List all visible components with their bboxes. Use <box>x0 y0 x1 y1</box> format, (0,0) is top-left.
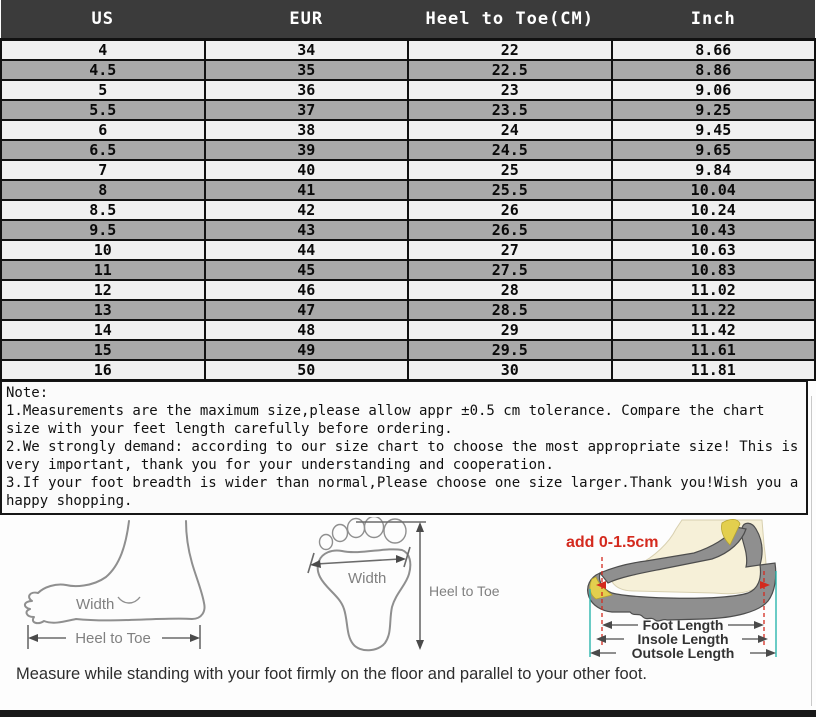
table-cell: 22 <box>408 40 612 61</box>
table-cell: 10.04 <box>612 180 816 200</box>
table-cell: 13 <box>1 300 205 320</box>
width-tick-left <box>308 553 314 573</box>
arrow-right-icon <box>758 635 768 643</box>
column-header-inch: Inch <box>612 0 816 40</box>
shoe-length-diagram <box>554 515 812 663</box>
table-cell: 37 <box>205 100 409 120</box>
table-cell: 8.5 <box>1 200 205 220</box>
side-length-label: Heel to Toe <box>75 630 151 647</box>
width-arrow-line <box>316 559 400 564</box>
table-cell: 11.22 <box>612 300 816 320</box>
table-cell: 43 <box>205 220 409 240</box>
insole-length-label: Insole Length <box>637 631 729 647</box>
size-table-body <box>1 40 815 381</box>
table-cell: 36 <box>205 80 409 100</box>
arrow-right-icon <box>766 649 776 657</box>
measure-instruction: Measure while standing with your foot firmly on the floor and parallel to your other foot. <box>16 665 647 683</box>
table-row <box>1 320 815 340</box>
outsole-length-label: Outsole Length <box>631 645 735 661</box>
table-cell: 40 <box>205 160 409 180</box>
table-cell: 9.5 <box>1 220 205 240</box>
table-cell: 38 <box>205 120 409 140</box>
arrow-down-icon <box>416 640 424 650</box>
table-row <box>1 240 815 260</box>
arrow-left-icon <box>602 621 612 629</box>
table-cell: 11.61 <box>612 340 816 360</box>
table-cell: 11 <box>1 260 205 280</box>
table-cell: 29 <box>408 320 612 340</box>
table-row <box>1 200 815 220</box>
note-box <box>0 381 808 515</box>
table-row <box>1 340 815 360</box>
foot-side-outline <box>25 521 205 623</box>
table-row <box>1 120 815 140</box>
arrow-right-icon <box>396 555 406 563</box>
table-cell: 4 <box>1 40 205 61</box>
column-header-cm: Heel to Toe(CM) <box>408 0 612 40</box>
table-row <box>1 40 815 61</box>
table-cell: 34 <box>205 40 409 61</box>
table-cell: 4.5 <box>1 60 205 80</box>
note-item-3: 3.If your foot breadth is wider than normal,Please choose one size larger.Thank you!Wish you a happy shopping. <box>6 475 799 509</box>
arrow-up-icon <box>416 522 424 532</box>
table-cell: 28 <box>408 280 612 300</box>
table-cell: 11.02 <box>612 280 816 300</box>
toe-4 <box>365 517 384 538</box>
footprint-outline <box>318 549 411 650</box>
header-row <box>1 0 815 40</box>
arrow-left-icon <box>596 635 606 643</box>
table-cell: 6 <box>1 120 205 140</box>
table-row <box>1 280 815 300</box>
arch-pointer-curve <box>118 597 140 603</box>
note-item-2: 2.We strongly demand: according to our size chart to choose the most appropriate size! This is very important, thank you for your understanding and cooperation. <box>6 439 799 473</box>
table-cell: 46 <box>205 280 409 300</box>
table-cell: 10.83 <box>612 260 816 280</box>
table-cell: 24 <box>408 120 612 140</box>
table-cell: 49 <box>205 340 409 360</box>
foot-top-view-diagram <box>298 517 510 657</box>
table-row <box>1 360 815 380</box>
table-cell: 9.25 <box>612 100 816 120</box>
table-row <box>1 60 815 80</box>
tolerance-label: add 0-1.5cm <box>566 534 659 551</box>
table-cell: 11.81 <box>612 360 816 380</box>
table-cell: 8.86 <box>612 60 816 80</box>
toe-2 <box>333 525 348 542</box>
table-cell: 35 <box>205 60 409 80</box>
table-row <box>1 260 815 280</box>
table-cell: 5 <box>1 80 205 100</box>
table-cell: 42 <box>205 200 409 220</box>
table-row <box>1 100 815 120</box>
toe-small <box>320 535 333 550</box>
table-cell: 10.43 <box>612 220 816 240</box>
arrow-left-icon <box>590 649 600 657</box>
table-cell: 6.5 <box>1 140 205 160</box>
table-cell: 10.24 <box>612 200 816 220</box>
table-row <box>1 160 815 180</box>
measurement-diagrams <box>0 515 816 663</box>
table-cell: 44 <box>205 240 409 260</box>
side-width-label: Width <box>76 596 115 613</box>
table-cell: 8.66 <box>612 40 816 61</box>
foot-length-label: Foot Length <box>642 617 724 633</box>
note-title: Note: <box>6 385 49 401</box>
table-cell: 15 <box>1 340 205 360</box>
table-row <box>1 180 815 200</box>
table-cell: 27.5 <box>408 260 612 280</box>
table-cell: 23.5 <box>408 100 612 120</box>
table-cell: 41 <box>205 180 409 200</box>
table-cell: 5.5 <box>1 100 205 120</box>
top-width-label: Width <box>348 570 387 587</box>
table-cell: 11.42 <box>612 320 816 340</box>
table-row <box>1 140 815 160</box>
table-cell: 23 <box>408 80 612 100</box>
right-divider <box>811 396 812 706</box>
table-cell: 28.5 <box>408 300 612 320</box>
table-row <box>1 220 815 240</box>
table-cell: 12 <box>1 280 205 300</box>
table-cell: 25.5 <box>408 180 612 200</box>
table-cell: 9.45 <box>612 120 816 140</box>
table-cell: 25 <box>408 160 612 180</box>
table-cell: 7 <box>1 160 205 180</box>
table-cell: 27 <box>408 240 612 260</box>
foot-side-view-diagram <box>14 517 224 657</box>
table-cell: 26 <box>408 200 612 220</box>
table-cell: 50 <box>205 360 409 380</box>
arrow-right-icon <box>754 621 764 629</box>
table-cell: 10.63 <box>612 240 816 260</box>
table-cell: 8 <box>1 180 205 200</box>
column-header-us: US <box>1 0 205 40</box>
table-cell: 48 <box>205 320 409 340</box>
column-header-eur: EUR <box>205 0 409 40</box>
top-length-label: Heel to Toe <box>429 583 500 599</box>
table-cell: 45 <box>205 260 409 280</box>
table-cell: 30 <box>408 360 612 380</box>
size-chart-header <box>1 0 815 40</box>
table-cell: 14 <box>1 320 205 340</box>
table-cell: 9.65 <box>612 140 816 160</box>
table-cell: 29.5 <box>408 340 612 360</box>
arrow-left-icon <box>28 634 38 642</box>
table-row <box>1 80 815 100</box>
arrow-right-icon <box>190 634 200 642</box>
table-cell: 39 <box>205 140 409 160</box>
table-cell: 24.5 <box>408 140 612 160</box>
table-cell: 16 <box>1 360 205 380</box>
table-cell: 22.5 <box>408 60 612 80</box>
table-cell: 9.84 <box>612 160 816 180</box>
table-row <box>1 300 815 320</box>
table-cell: 10 <box>1 240 205 260</box>
table-cell: 9.06 <box>612 80 816 100</box>
note-item-1: 1.Measurements are the maximum size,please allow appr ±0.5 cm tolerance. Compare the chart size with your feet length carefully before ordering. <box>6 403 765 437</box>
table-cell: 47 <box>205 300 409 320</box>
bottom-bar <box>0 710 816 717</box>
table-cell: 26.5 <box>408 220 612 240</box>
